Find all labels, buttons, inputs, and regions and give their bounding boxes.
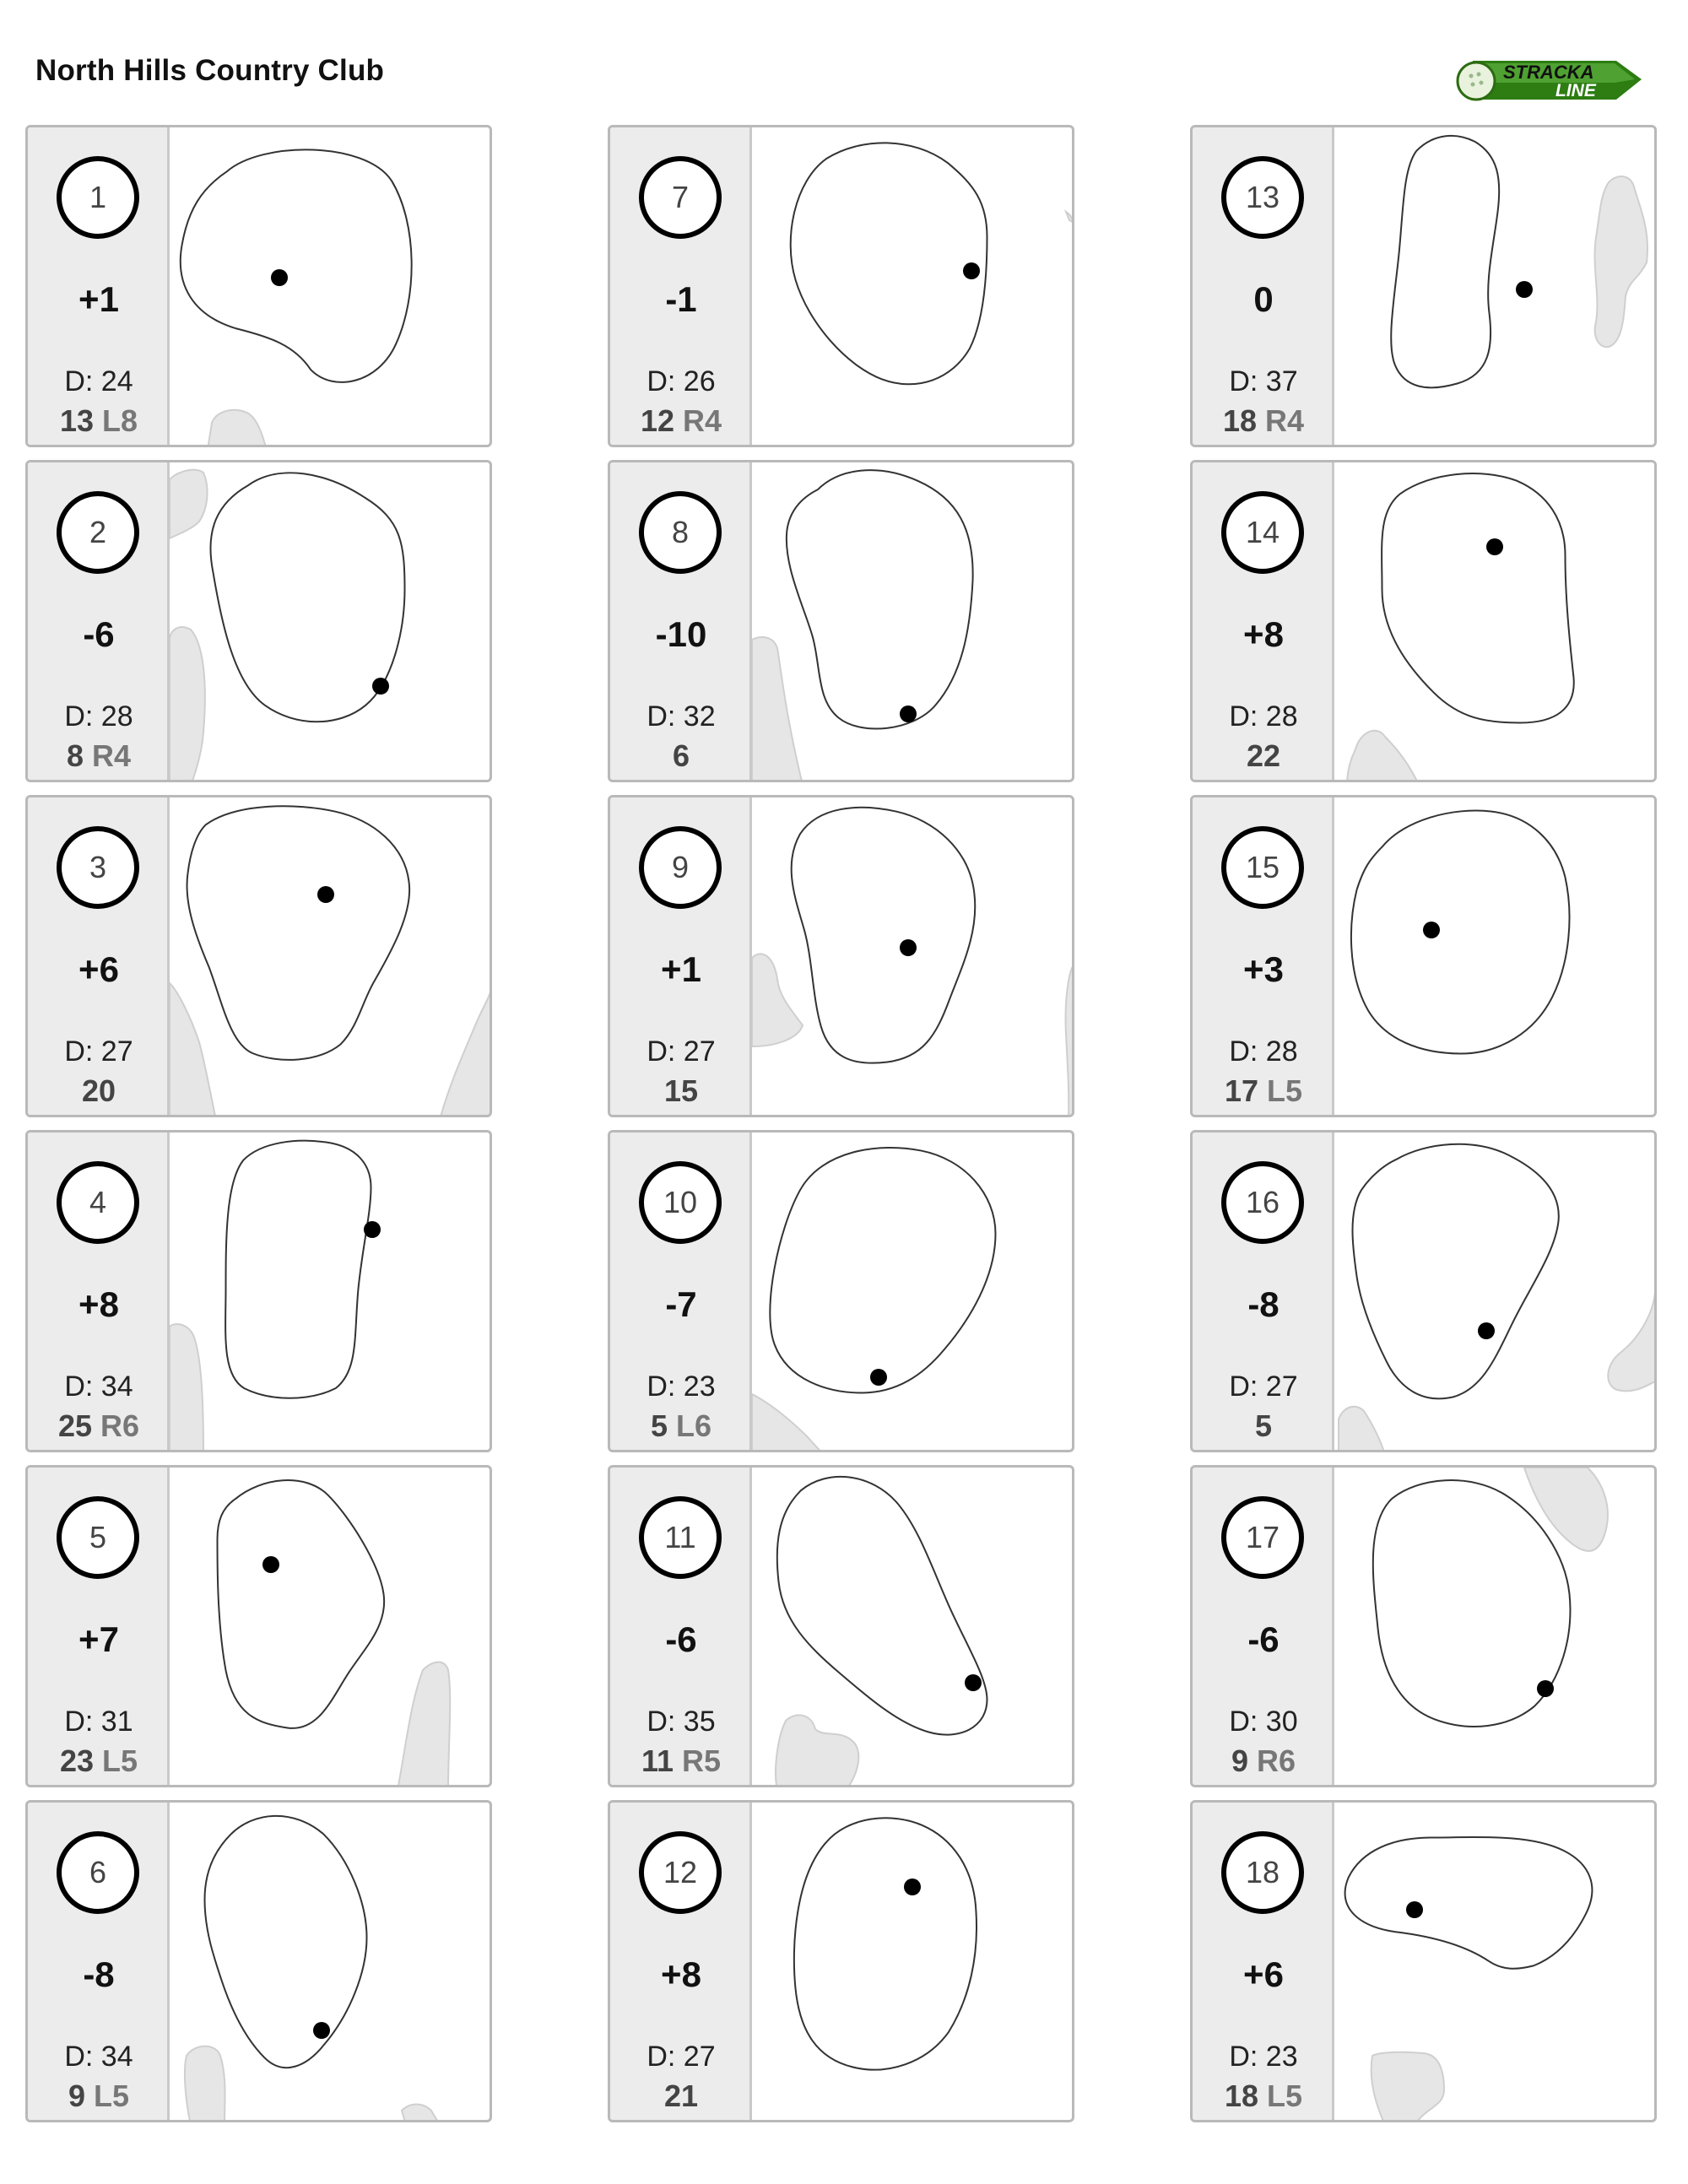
pin-offset: +6 (1243, 1954, 1284, 1994)
pin-offset: -7 (665, 1284, 697, 1324)
hole-card (1190, 460, 1657, 782)
pin-position (28, 1408, 170, 1444)
pin-offset: +8 (1243, 614, 1284, 654)
hole-number: 13 (1245, 180, 1280, 214)
hole-number-badge (1221, 1496, 1304, 1579)
hole-info-panel (28, 1468, 170, 1785)
hole-number-badge (639, 1161, 722, 1244)
pin-offset: +1 (78, 279, 119, 319)
pin-position (610, 1073, 752, 1109)
hole-number-badge (639, 826, 722, 909)
green-outline-inner (190, 809, 407, 1057)
pin-depth-value: 22 (1246, 738, 1281, 773)
hole-info-panel (610, 797, 752, 1115)
pin-location-dot (963, 262, 980, 279)
hole-info-panel (610, 1803, 752, 2120)
bunker-shape (752, 1394, 824, 1450)
hole-number-badge (57, 1831, 139, 1914)
green-depth: D: 27 (64, 1035, 133, 1068)
hole-number: 8 (671, 515, 690, 549)
hole-number: 17 (1245, 1520, 1280, 1554)
pin-location-dot (900, 939, 917, 956)
green-diagram (1334, 462, 1657, 780)
green-outline-inner (1348, 1840, 1589, 1965)
pin-location-dot (271, 269, 288, 286)
hole-card (1190, 125, 1657, 447)
hole-number: 15 (1245, 850, 1280, 884)
bunker-shape (208, 410, 267, 445)
bunker-shape (1372, 2052, 1444, 2120)
hole-number: 4 (89, 1185, 107, 1219)
hole-number-badge (1221, 491, 1304, 574)
green-outline-inner (229, 1143, 368, 1395)
hole-number: 6 (89, 1855, 107, 1889)
bunker-shape (1339, 1407, 1385, 1450)
pin-location-dot (262, 1556, 279, 1573)
bunker-shape (170, 983, 216, 1115)
green-depth: D: 26 (647, 365, 716, 397)
hole-info-panel (610, 462, 752, 780)
pin-location-dot (1478, 1322, 1495, 1339)
green-depth: D: 28 (1229, 1035, 1298, 1068)
bunker-shape (1066, 966, 1073, 1115)
hole-card (1190, 1800, 1657, 2122)
hole-info-panel (610, 127, 752, 445)
hole-info-panel (28, 1803, 170, 2120)
green-outline-inner (1385, 477, 1572, 720)
pin-depth-value: 23 (59, 1743, 94, 1778)
hole-number-badge (639, 1496, 722, 1579)
hole-number-badge (1221, 156, 1304, 239)
bunker-shape (402, 2105, 440, 2121)
bunker-shape (170, 470, 208, 538)
hole-number: 3 (89, 850, 107, 884)
hole-card (1190, 795, 1657, 1117)
green-depth: D: 34 (64, 2041, 133, 2073)
pin-offset: -6 (1247, 1619, 1280, 1659)
pin-position (1193, 2079, 1334, 2114)
hole-number: 16 (1245, 1185, 1280, 1219)
bunker-shape (398, 1662, 450, 1785)
hole-number-badge (639, 156, 722, 239)
hole-card (608, 1130, 1074, 1452)
hole-info-panel (1193, 1468, 1334, 1785)
green-diagram (752, 127, 1074, 445)
pin-position (610, 1743, 752, 1779)
hole-number-badge (639, 491, 722, 574)
pin-depth-value: 25 (57, 1408, 92, 1443)
hole-info-panel (28, 797, 170, 1115)
pin-offset: 0 (1253, 279, 1274, 319)
green-depth: D: 30 (1229, 1706, 1298, 1738)
hole-card (608, 1800, 1074, 2122)
pin-position (28, 403, 170, 439)
pin-offset: -8 (83, 1954, 115, 1994)
pin-side-value: R4 (92, 738, 132, 773)
pin-location-dot (364, 1221, 381, 1238)
hole-number: 5 (89, 1520, 107, 1554)
pin-depth-value: 11 (641, 1743, 674, 1778)
pin-position (610, 738, 752, 774)
pin-offset: +6 (78, 949, 119, 989)
green-depth: D: 28 (1229, 700, 1298, 733)
hole-card (1190, 1465, 1657, 1787)
hole-info-panel (610, 1468, 752, 1785)
green-diagram (170, 1133, 492, 1450)
pin-depth-value: 5 (1254, 1408, 1273, 1443)
pin-location-dot (1516, 281, 1533, 298)
hole-number-badge (57, 1161, 139, 1244)
bunker-shape (1066, 212, 1073, 222)
pin-side-value: L8 (102, 403, 138, 438)
green-depth: D: 37 (1229, 365, 1298, 397)
bunker-shape (776, 1715, 858, 1785)
pin-location-dot (317, 886, 334, 903)
pin-depth-value: 18 (1222, 403, 1257, 438)
hole-card (608, 1465, 1074, 1787)
hole-card (1190, 1130, 1657, 1452)
green-outline-inner (1394, 138, 1496, 384)
green-diagram (170, 462, 492, 780)
bunker-shape (1595, 176, 1647, 347)
pin-side-value: R6 (1257, 1743, 1296, 1778)
green-diagram (170, 1803, 492, 2120)
green-depth: D: 23 (1229, 2041, 1298, 2073)
green-depth: D: 35 (647, 1706, 716, 1738)
pin-location-dot (904, 1879, 921, 1895)
pin-position (1193, 1073, 1334, 1109)
pin-position (1193, 1743, 1334, 1779)
bunker-shape (170, 1324, 203, 1450)
pin-depth-value: 17 (1224, 1073, 1258, 1108)
hole-number: 1 (89, 180, 107, 214)
pin-side-value: R4 (1265, 403, 1305, 438)
pin-depth-value: 6 (672, 738, 690, 773)
hole-card (25, 795, 492, 1117)
green-diagram (1334, 1803, 1657, 2120)
pin-depth-value: 9 (1231, 1743, 1248, 1778)
green-depth: D: 27 (647, 2041, 716, 2073)
hole-info-panel (28, 462, 170, 780)
green-diagram (752, 797, 1074, 1115)
hole-info-panel (1193, 1803, 1334, 2120)
pin-side-value: L5 (1267, 1073, 1303, 1108)
pin-position (610, 2079, 752, 2114)
hole-card (608, 795, 1074, 1117)
pin-depth-value: 18 (1224, 2079, 1258, 2113)
pin-position (1193, 1408, 1334, 1444)
hole-number: 11 (664, 1520, 696, 1554)
green-outline-inner (220, 1484, 381, 1726)
green-outline-inner (183, 153, 408, 380)
green-outline-inner (789, 473, 970, 726)
hole-info-panel (28, 1133, 170, 1450)
pin-position (28, 738, 170, 774)
bunker-shape (1347, 731, 1419, 780)
pin-location-dot (965, 1674, 982, 1691)
hole-number-badge (1221, 1831, 1304, 1914)
green-depth: D: 27 (647, 1035, 716, 1068)
pin-side-value: L5 (1267, 2079, 1303, 2113)
pin-offset: +8 (78, 1284, 119, 1324)
pin-location-dot (1537, 1680, 1554, 1697)
green-diagram (1334, 127, 1657, 445)
logo-golf-ball-icon (1458, 62, 1495, 100)
green-diagram (1334, 1468, 1657, 1785)
hole-number-badge (57, 156, 139, 239)
pin-position (610, 403, 752, 439)
pin-position (1193, 738, 1334, 774)
bunker-shape (752, 637, 803, 780)
green-outline-inner (794, 810, 972, 1060)
pin-location-dot (372, 678, 389, 695)
green-diagram (752, 1803, 1074, 2120)
stracka-line-logo (1456, 51, 1642, 110)
green-outline-inner (773, 1150, 993, 1390)
pin-side-value: L5 (94, 2079, 130, 2113)
pin-depth-value: 21 (663, 2079, 699, 2113)
green-depth: D: 31 (64, 1706, 133, 1738)
green-diagram (1334, 797, 1657, 1115)
pin-location-dot (900, 705, 917, 722)
pin-depth-value: 12 (640, 403, 674, 438)
pin-offset: +1 (661, 949, 701, 989)
green-diagram (1334, 1133, 1657, 1450)
hole-card (25, 125, 492, 447)
pin-side-value: R4 (683, 403, 722, 438)
logo-text-top: STRACKA (1503, 62, 1594, 83)
pin-side-value: L6 (676, 1408, 712, 1443)
green-diagram (170, 797, 492, 1115)
hole-number-badge (1221, 1161, 1304, 1244)
green-depth: D: 24 (64, 365, 133, 397)
green-outline-inner (793, 146, 984, 381)
pin-depth-value: 20 (81, 1073, 116, 1108)
green-diagram (170, 1468, 492, 1785)
pin-offset: +8 (661, 1954, 701, 1994)
pin-location-dot (1486, 538, 1503, 555)
bunker-shape (752, 954, 803, 1046)
hole-number: 7 (671, 180, 690, 214)
green-diagram (170, 127, 492, 445)
hole-number-badge (1221, 826, 1304, 909)
hole-number: 9 (671, 850, 690, 884)
hole-number-badge (57, 491, 139, 574)
hole-card (25, 460, 492, 782)
pin-offset: -1 (665, 279, 697, 319)
bunker-shape (1608, 1293, 1655, 1391)
pin-depth-value: 5 (650, 1408, 668, 1443)
green-outline-inner (780, 1479, 984, 1732)
pin-offset: -10 (655, 614, 707, 654)
hole-card (608, 460, 1074, 782)
hole-info-panel (1193, 462, 1334, 780)
green-outline-inner (797, 1821, 973, 2067)
hole-number: 18 (1245, 1855, 1280, 1889)
bunker-shape (185, 2046, 225, 2120)
logo-text-bottom: LINE (1555, 81, 1596, 100)
pin-offset: +3 (1243, 949, 1284, 989)
hole-number-badge (57, 1496, 139, 1579)
hole-number-badge (57, 826, 139, 909)
hole-info-panel (28, 127, 170, 445)
green-depth: D: 28 (64, 700, 133, 733)
pin-side-value: R6 (100, 1408, 140, 1443)
pin-position (28, 1743, 170, 1779)
green-depth: D: 32 (647, 700, 716, 733)
pin-location-dot (1406, 1901, 1423, 1918)
bunker-shape (440, 992, 490, 1115)
pin-position (610, 1408, 752, 1444)
course-title: North Hills Country Club (35, 54, 385, 87)
bunker-shape (170, 627, 205, 780)
pin-location-dot (870, 1369, 887, 1386)
green-diagram (752, 1468, 1074, 1785)
pin-position (1193, 403, 1334, 439)
pin-position (28, 2079, 170, 2114)
hole-card (608, 125, 1074, 447)
hole-info-panel (1193, 1133, 1334, 1450)
hole-number-badge (639, 1831, 722, 1914)
pin-offset: +7 (78, 1619, 119, 1659)
pin-depth-value: 13 (59, 403, 94, 438)
hole-number: 12 (663, 1855, 698, 1889)
pin-position (28, 1073, 170, 1109)
hole-number: 14 (1245, 515, 1280, 549)
hole-number: 2 (89, 515, 107, 549)
green-diagram (752, 1133, 1074, 1450)
pin-offset: -6 (665, 1619, 697, 1659)
pin-depth-value: 15 (663, 1073, 699, 1108)
green-depth: D: 34 (64, 1370, 133, 1403)
green-outline-inner (1354, 814, 1566, 1051)
hole-info-panel (610, 1133, 752, 1450)
green-depth: D: 23 (647, 1370, 716, 1403)
hole-number: 10 (663, 1185, 698, 1219)
hole-card (25, 1465, 492, 1787)
pin-offset: -8 (1247, 1284, 1280, 1324)
hole-info-panel (1193, 127, 1334, 445)
hole-card (25, 1130, 492, 1452)
hole-card (25, 1800, 492, 2122)
green-depth: D: 27 (1229, 1370, 1298, 1403)
pin-depth-value: 9 (68, 2079, 85, 2113)
pin-side-value: R5 (682, 1743, 722, 1778)
hole-info-panel (1193, 797, 1334, 1115)
green-diagram (752, 462, 1074, 780)
pin-offset: -6 (83, 614, 115, 654)
pin-location-dot (313, 2022, 330, 2039)
pin-depth-value: 8 (66, 738, 84, 773)
pin-location-dot (1423, 922, 1440, 938)
pin-side-value: L5 (102, 1743, 138, 1778)
